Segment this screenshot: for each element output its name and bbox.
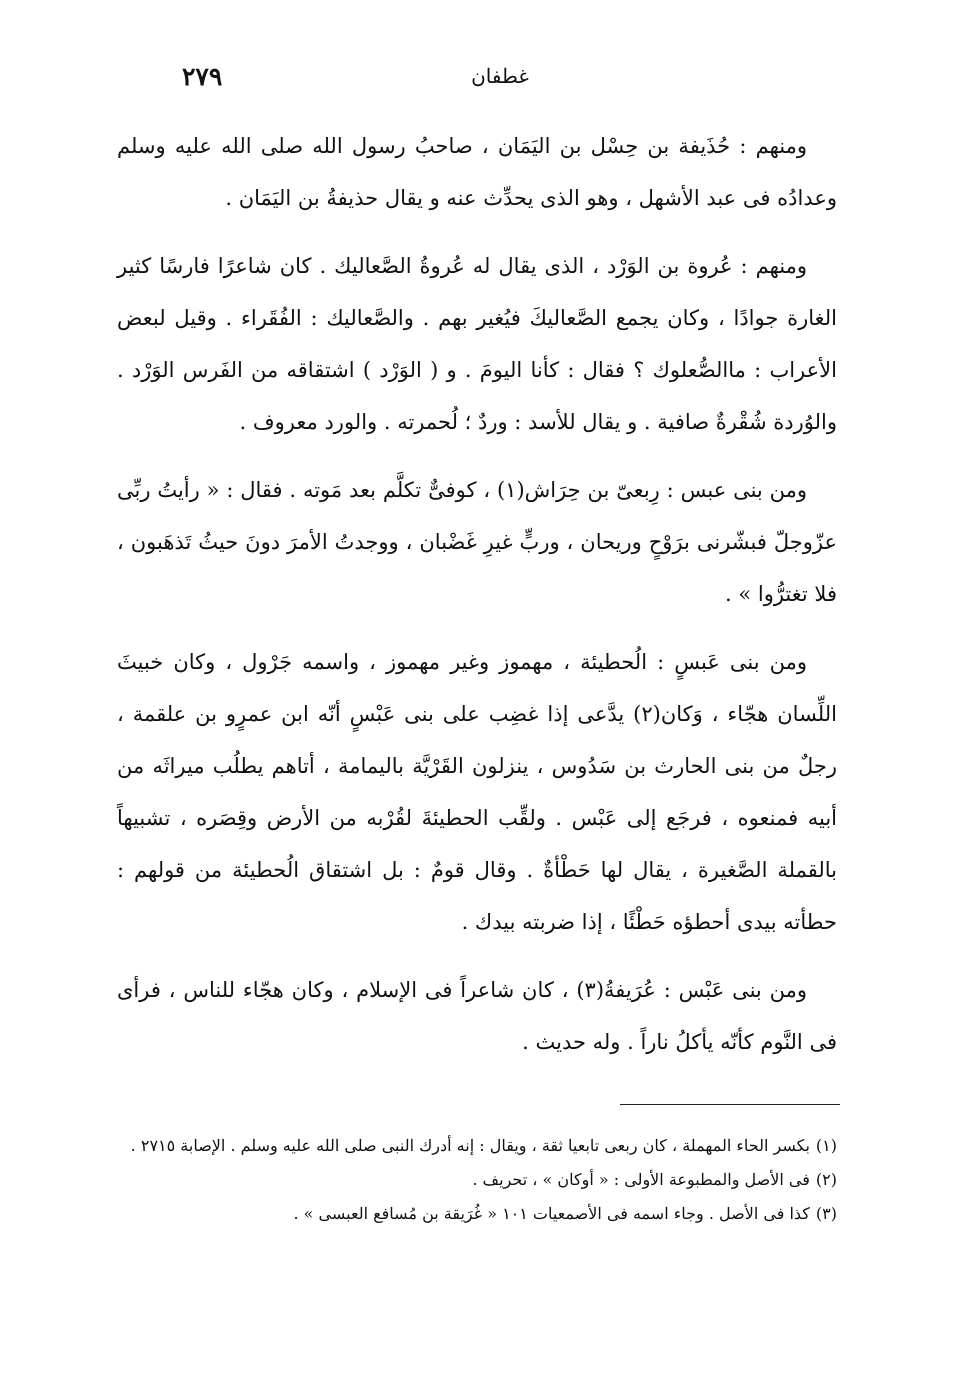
paragraph-text: ومن بنى عَبسٍ : الُحطيئة ، مهموز وغير مهموز ، واسمه جَرْول ، وكان خبيثَ اللِّسان هجّاء ، وَكان(٢) يدَّعى إذا غضِب على بنى عَبْسٍ أنّه ابن عمرٍو بن علقمة ، رجلٌ من بنى الحارث بن سَدُوس ، ينزلون القَرْيَّة باليمامة ، أتاهم يطلُب ميراثَه من أبيه فمنعوه ، فرجَع إلى عَبْس . ولقِّب الحطيئةَ لقُرْبه من الأرض وقِصَره ، تشبيهاً بالقملة الصَّغيرة ، يقال لها حَطْأةٌ . وقال قومٌ : بل اشتقاق الُحطيئة من قولهم : حطأته بيدى أحطؤه حَطْئًا ، إذا ضربته بيدك . bbox=[117, 650, 837, 934]
paragraph-hutaya bbox=[117, 636, 837, 948]
paragraph-urayfa bbox=[117, 964, 837, 1068]
footnote-number: (١) bbox=[815, 1136, 837, 1155]
paragraph-text: ومن بنى عبس : رِبعىّ بن حِرَاش(١) ، كوفىٌّ تكلَّم بعد مَوته . فقال : « رأيتُ ربِّى عزّوجلّ فبشّرنى برَوْحٍ وريحان ، وربٍّ غيرِ غَضْبان ، ووجدتُ الأمرَ دونَ حيثُ تَذهَبون ، فلا تغترُّوا » . bbox=[117, 478, 837, 606]
paragraph-text: ومنهم : عُروة بن الوَرْد ، الذى يقال له عُروةُ الصَّعاليك . كان شاعرًا فارسًا كثير الغارة جوادًا ، وكان يجمع الصَّعاليكَ فيُغير بهم . والصَّعاليك : الفُقَراء . وقيل لبعض الأعراب : ماالصُّعلوك ؟ فقال : كأنا اليومَ . و ( الوَرْد ) اشتقاقه من الفَرس الوَرْد . والوُردة شُقْرةٌ صافية . و يقال للأسد : وردٌ ؛ لُحمرته . والورد معروف . bbox=[117, 254, 837, 434]
footnote-1 bbox=[117, 1132, 837, 1160]
paragraph-text: ومنهم : حُذَيفة بن حِسْل بن اليَمَان ، صاحبُ رسول الله صلى الله عليه وسلم وعدادُه فى عبد الأشهل ، وهو الذى يحدِّث عنه و يقال حذيفةُ بن اليَمَان . bbox=[117, 134, 837, 210]
footnote-number: (٣) bbox=[815, 1204, 837, 1223]
main-text bbox=[117, 120, 837, 1084]
paragraph-urwa bbox=[117, 240, 837, 448]
footnote-divider bbox=[620, 1104, 840, 1105]
footnote-2 bbox=[117, 1166, 837, 1194]
footnote-text: فى الأصل والمطبوعة الأولى : « أوكان » ، تحريف . bbox=[472, 1170, 810, 1189]
paragraph-text: ومن بنى عَبْس : عُرَيفةُ(٣) ، كان شاعراً فى الإسلام ، وكان هجّاء للناس ، فرأى فى النَّوم كأنّه يأكلُ ناراً . وله حديث . bbox=[117, 978, 837, 1054]
footnote-number: (٢) bbox=[815, 1170, 837, 1189]
footnote-text: بكسر الحاء المهملة ، كان ربعى تابعيا ثقة ، ويقال : إنه أدرك النبى صلى الله عليه وسلم . الإصابة ٢٧١٥ . bbox=[130, 1136, 810, 1155]
paragraph-ribi bbox=[117, 464, 837, 620]
footnote-3 bbox=[117, 1200, 837, 1228]
paragraph-hudhayfa bbox=[117, 120, 837, 224]
footnotes bbox=[117, 1132, 837, 1234]
footnote-text: كذا فى الأصل . وجاء اسمه فى الأصمعيات ١٠١ « غُرَيقة بن مُسافع العبسى » . bbox=[293, 1204, 810, 1223]
running-head: غطفان bbox=[471, 64, 529, 88]
page-number: ٢٧٩ bbox=[182, 62, 223, 91]
